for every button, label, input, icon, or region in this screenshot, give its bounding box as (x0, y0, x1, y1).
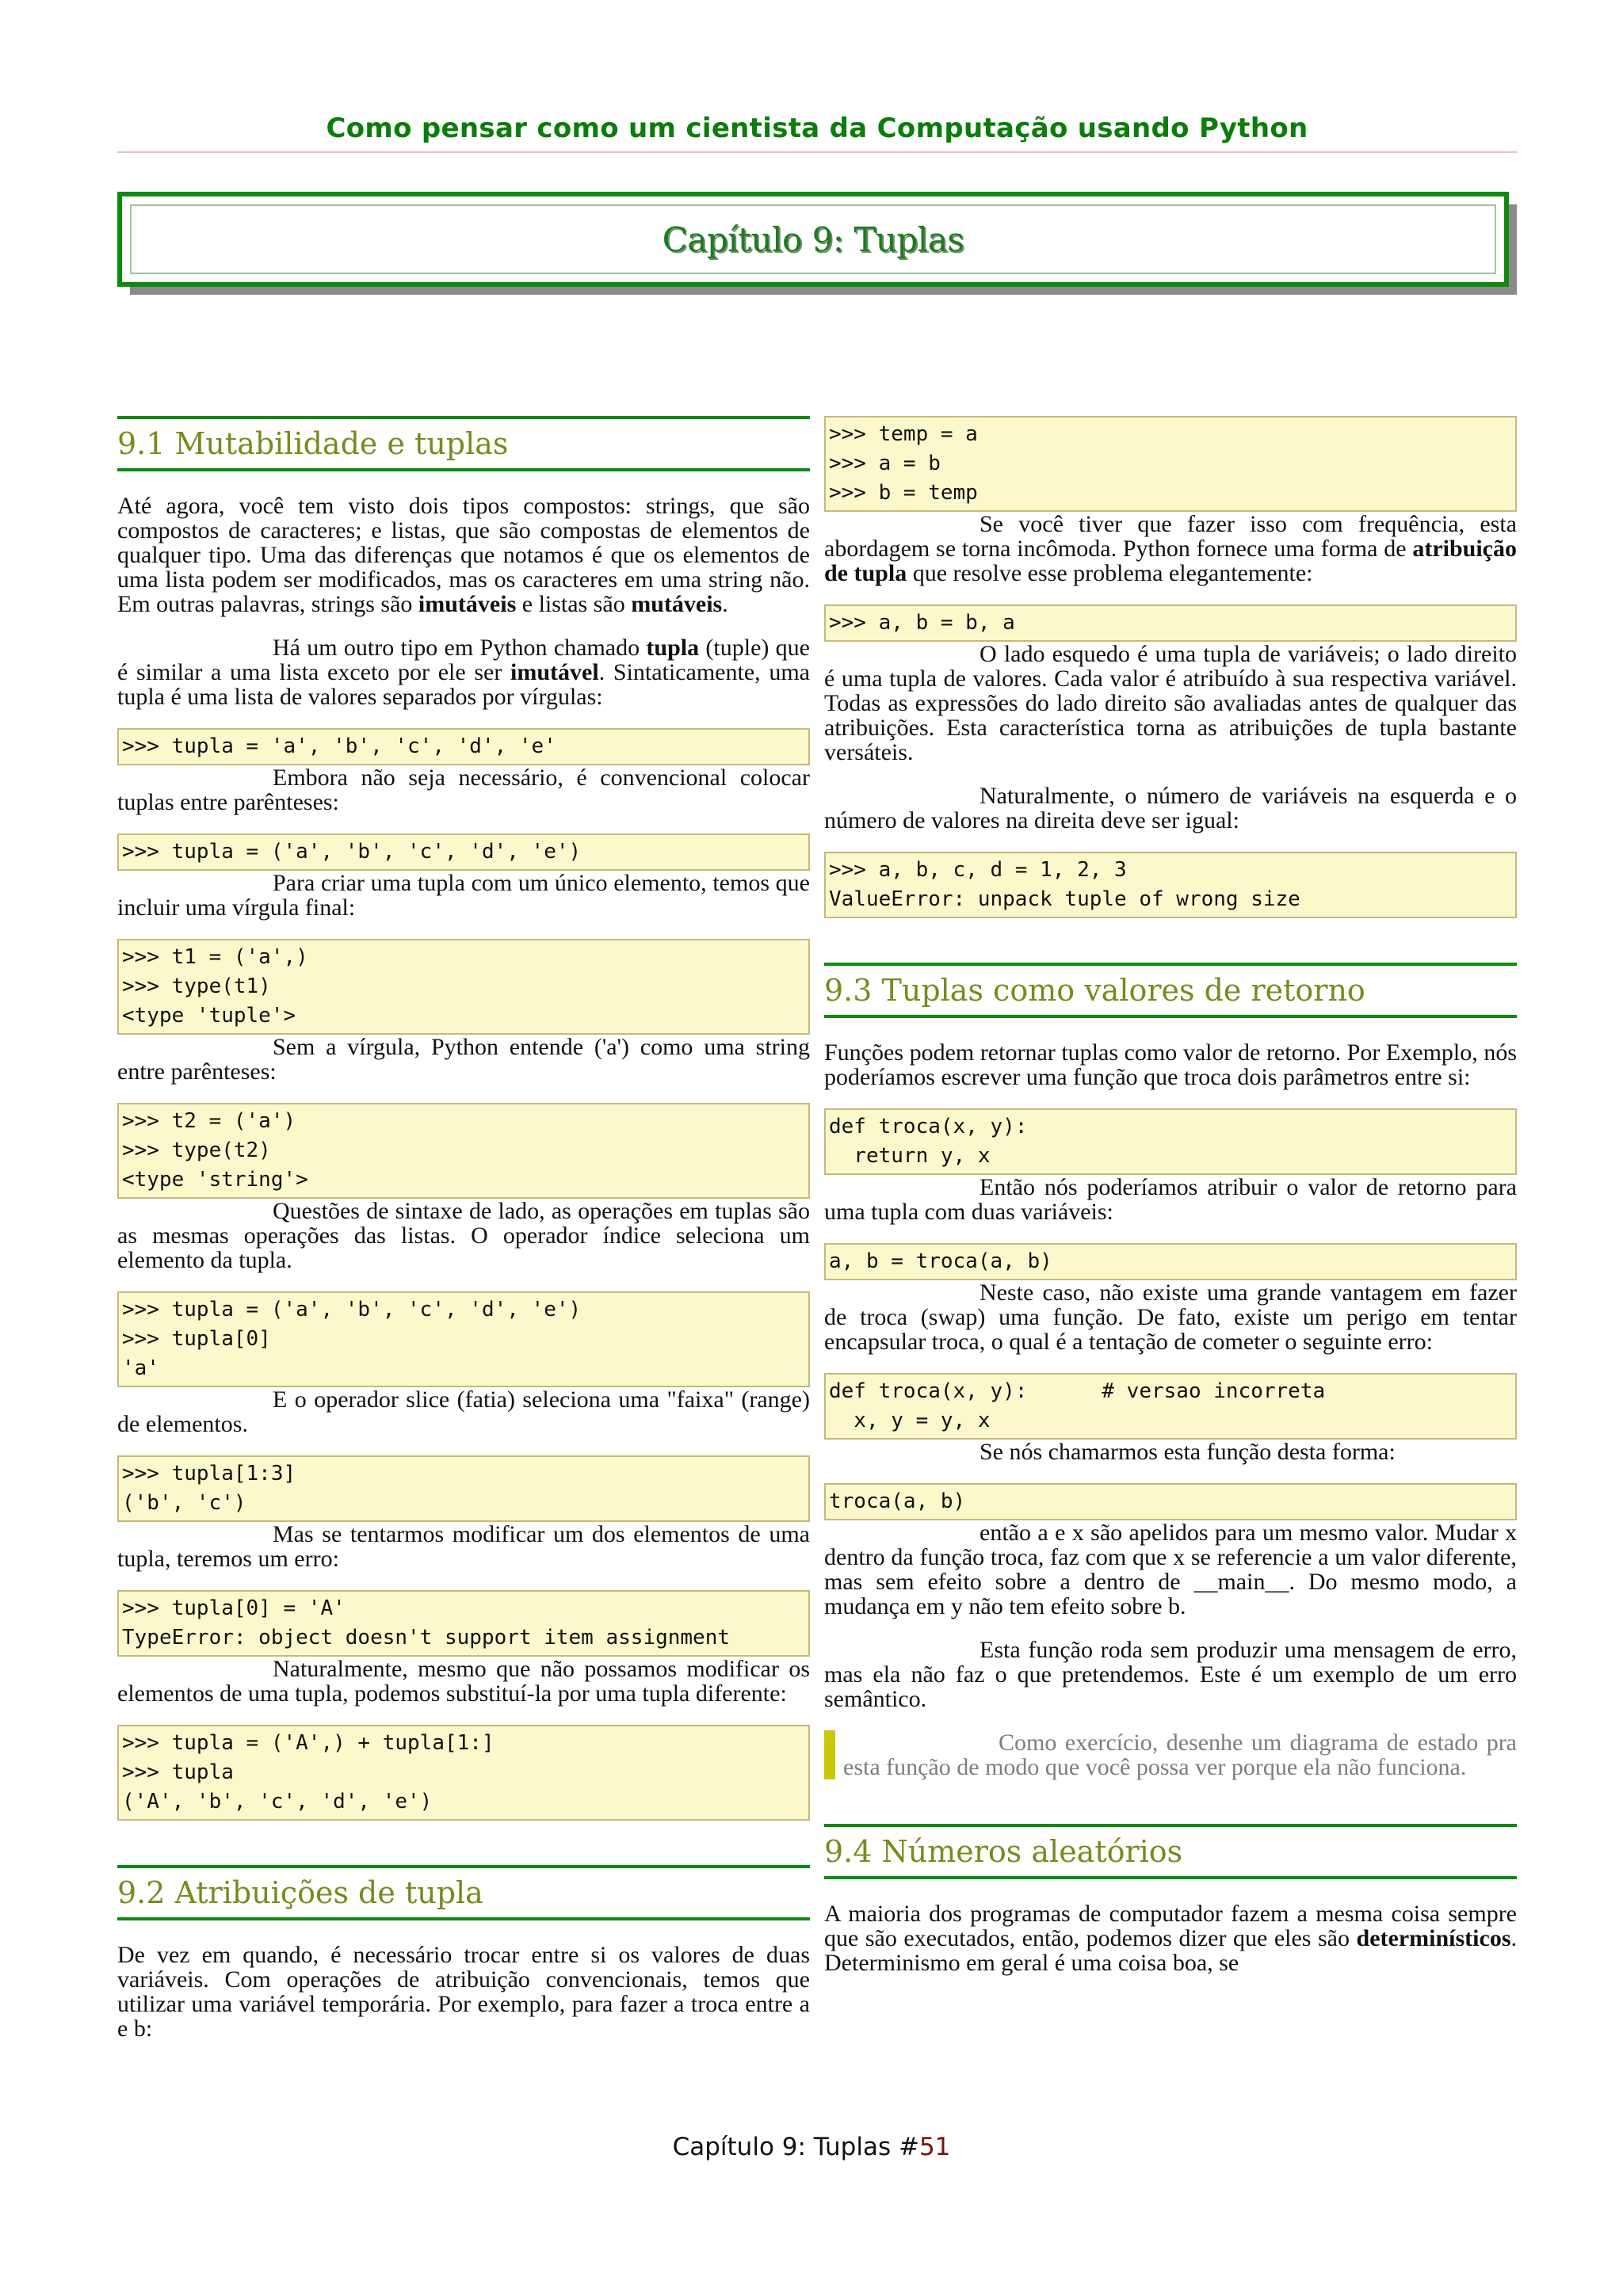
text: Há um outro tipo em Python chamado (273, 635, 647, 661)
code-block: >>> tupla = ('a', 'b', 'c', 'd', 'e') >>> tupla[0] 'a' (117, 1291, 810, 1387)
paragraph (824, 1901, 1517, 1975)
text: que resolve esse problema elegantemente: (907, 560, 1313, 586)
paragraph: Então nós poderíamos atribuir o valor de retorno para uma tupla com duas variáveis: (824, 1174, 1517, 1225)
text: (tuple) que é similar a uma lista exceto por ele ser (117, 635, 811, 685)
paragraph: Mas se tentarmos modificar um dos elementos de uma tupla, teremos um erro: (117, 1521, 810, 1572)
paragraph: E o operador slice (fatia) seleciona uma "faixa" (range) de elementos. (117, 1386, 810, 1437)
section-heading-9-2: 9.2 Atribuições de tupla (117, 1865, 810, 1920)
paragraph: De vez em quando, é necessário trocar entre si os valores de duas variáveis. Com operações de atribuição convencionais, temos que utilizar uma variável temporária. Por exemplo, para fazer a troca entre a e b: (117, 1942, 810, 2042)
paragraph: então a e x são apelidos para um mesmo valor. Mudar x dentro da função troca, faz com que x se referencie a um valor diferente, mas sem efeito sobre a dentro de __main__. Do mesmo modo, a mudança em y não tem efeito sobre b. (824, 1520, 1517, 1619)
bold-term: atribuição de tupla (824, 536, 1517, 586)
paragraph: Naturalmente, mesmo que não possamos modificar os elementos de uma tupla, podemos substituí-la por uma tupla diferente: (117, 1656, 810, 1707)
text: A maioria dos programas de computador fazem a mesma coisa sempre que são executados, então, podemos dizer que eles são (824, 1901, 1517, 1951)
text: Até agora, você tem visto dois tipos compostos: strings, que são compostos de caracteres; e listas, que são compostas de elementos de qualquer tipo. Uma das diferenças que notamos é que os elementos de uma lista podem ser modificados, mas os caracteres em uma string não. Em outras palavras, strings são (117, 493, 810, 617)
paragraph (824, 512, 1517, 585)
text: . Sintaticamente, uma tupla é uma lista de valores separados por vírgulas: (117, 659, 810, 710)
code-block: troca(a, b) (824, 1483, 1517, 1520)
code-block: >>> t1 = ('a',) >>> type(t1) <type 'tuple'> (117, 939, 810, 1035)
code-block: >>> tupla[1:3] ('b', 'c') (117, 1455, 810, 1522)
section-heading-9-1: 9.1 Mutabilidade e tuplas (117, 416, 810, 471)
text: e listas são (516, 591, 632, 617)
exercise-text: Como exercício, desenhe um diagrama de estado pra esta função de modo que você possa ver porque ela não funciona. (843, 1730, 1517, 1780)
code-block: >>> t2 = ('a') >>> type(t2) <type 'string'> (117, 1103, 810, 1199)
code-block: >>> a, b = b, a (824, 605, 1517, 642)
text: . Determinismo em geral é uma coisa boa, se (824, 1925, 1517, 1976)
chapter-title: Capítulo 9: Tuplas (662, 219, 964, 259)
paragraph: Embora não seja necessário, é convencional colocar tuplas entre parênteses: (117, 765, 810, 815)
left-column (117, 416, 810, 2041)
paragraph: Questões de sintaxe de lado, as operações em tuplas são as mesmas operações das listas. O operador índice seleciona um elemento da tupla. (117, 1198, 810, 1273)
section-heading-9-3: 9.3 Tuplas como valores de retorno (824, 963, 1517, 1018)
code-block: >>> a, b, c, d = 1, 2, 3 ValueError: unpack tuple of wrong size (824, 852, 1517, 918)
paragraph: Sem a vírgula, Python entende ('a') como uma string entre parênteses: (117, 1034, 810, 1085)
paragraph: Se nós chamarmos esta função desta forma: (980, 1439, 1396, 1465)
page-number: 51 (918, 2133, 951, 2161)
header-rule (117, 151, 1517, 153)
running-header: Como pensar como um cientista da Computação usando Python (326, 113, 1308, 144)
code-block: >>> temp = a >>> a = b >>> b = temp (824, 416, 1517, 512)
paragraph: Funções podem retornar tuplas como valor de retorno. Por Exemplo, nós poderíamos escrever uma função que troca dois parâmetros entre si: (824, 1039, 1517, 1090)
page-footer (0, 2133, 1623, 2161)
text: Se você tiver que fazer isso com frequência, esta abordagem se torna incômoda. Python fornece uma forma de (824, 511, 1517, 562)
paragraph: Para criar uma tupla com um único elemento, temos que incluir uma vírgula final: (117, 870, 810, 921)
paragraph: Neste caso, não existe uma grande vantagem em fazer de troca (swap) uma função. De fato, existe um perigo em tentar encapsular troca, o qual é a tentação de cometer o seguinte erro: (824, 1280, 1517, 1355)
section-heading-9-4: 9.4 Números aleatórios (824, 1824, 1517, 1879)
chapter-title-inner (130, 204, 1496, 274)
text: . (722, 591, 728, 617)
paragraph (117, 635, 810, 709)
paragraph: Naturalmente, o número de variáveis na esquerda e o número de valores na direita deve ser igual: (824, 783, 1517, 833)
code-block: >>> tupla = 'a', 'b', 'c', 'd', 'e' (117, 728, 810, 765)
chapter-title-box (117, 192, 1509, 287)
right-column (824, 416, 1517, 1975)
bold-term: imutáveis (418, 591, 517, 617)
code-block: a, b = troca(a, b) (824, 1243, 1517, 1280)
exercise-note (824, 1730, 1517, 1779)
bold-term: determinísticos (1356, 1925, 1511, 1951)
bold-term: imutável (510, 659, 599, 685)
code-block: >>> tupla = ('a', 'b', 'c', 'd', 'e') (117, 833, 810, 871)
code-block: def troca(x, y): # versao incorreta x, y = y, x (824, 1373, 1517, 1440)
paragraph: O lado esquedo é uma tupla de variáveis; o lado direito é uma tupla de valores. Cada valor é atribuído à sua respectiva variável. Todas as expressões do lado direito são avaliadas antes de qualquer das atribuições. Esta característica torna as atribuições de tupla bastante versáteis. (824, 641, 1517, 765)
code-block: def troca(x, y): return y, x (824, 1108, 1517, 1175)
code-block: >>> tupla[0] = 'A' TypeError: object doesn't support item assignment (117, 1590, 810, 1657)
bold-term: mutáveis (631, 591, 723, 617)
paragraph (117, 494, 810, 616)
code-block: >>> tupla = ('A',) + tupla[1:] >>> tupla ('A', 'b', 'c', 'd', 'e') (117, 1725, 810, 1821)
bold-term: tupla (646, 635, 700, 661)
paragraph: Esta função roda sem produzir uma mensagem de erro, mas ela não faz o que pretendemos. Este é um exemplo de um erro semântico. (824, 1637, 1517, 1712)
footer-label: Capítulo 9: Tuplas # (672, 2133, 919, 2161)
